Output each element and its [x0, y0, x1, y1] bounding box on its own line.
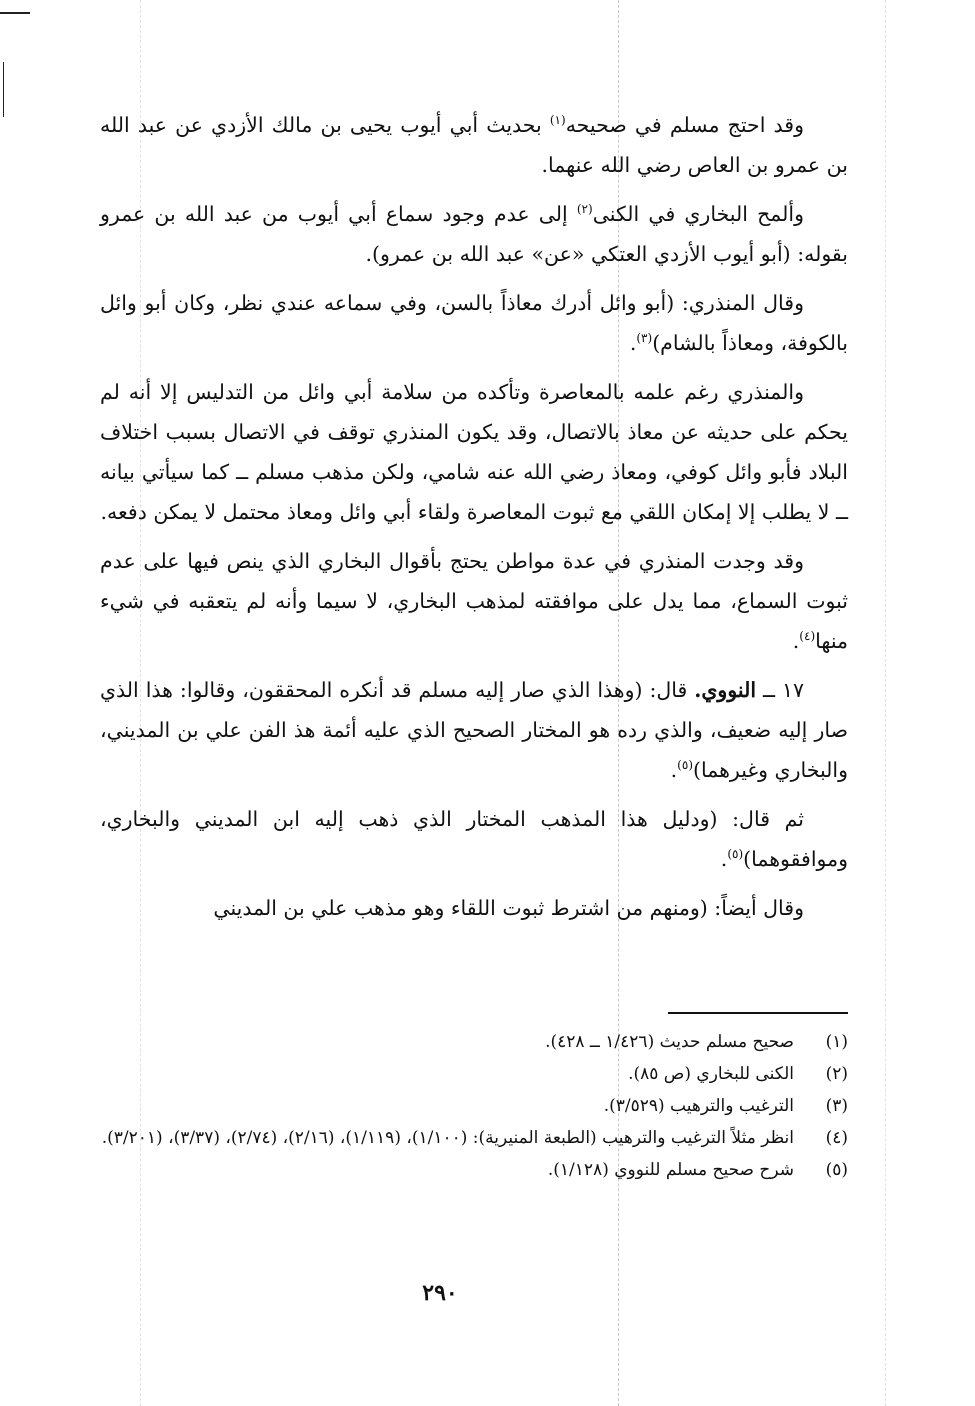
footnote-4 — [100, 1123, 848, 1153]
footnote-ref: (٤) — [799, 629, 816, 644]
footnote-3 — [100, 1091, 848, 1121]
footnote-ref: (٣) — [636, 331, 653, 346]
main-text — [100, 105, 848, 937]
footnote-1 — [100, 1027, 848, 1057]
paragraph-1: وقد احتج مسلم في صحيحه$^{(١)}$ بحديث أبي أيوب يحيى بن مالك الأزدي عن عبد الله بن عمرو بن العاص رضي الله عنهما. — [100, 113, 848, 177]
footnote-2 — [100, 1059, 848, 1089]
footnote-text: شرح صحيح مسلم للنووي (١/١٢٨). — [547, 1160, 794, 1180]
paragraph-2: وألمح البخاري في الكنى$^{(٢)}$ إلى عدم وجود سماع أبي أيوب من عبد الله بن عمرو بقوله: (أبو أيوب الأزدي العتكي «عن» عبد الله بن عمرو). — [100, 202, 848, 266]
footnote-5 — [100, 1155, 848, 1185]
page-crease-right — [885, 0, 886, 1406]
footnote-ref: (١) — [549, 113, 566, 128]
scan-edge-mark — [3, 62, 4, 117]
paragraph-4: والمنذري رغم علمه بالمعاصرة وتأكده من سلامة أبي وائل من التدليس إلا أنه لم يحكم على حديثه عن معاذ بالاتصال، وقد يكون المنذري توقف في الاتصال بسبب اختلاف البلاد فأبو وائل كوفي، ومعاذ رضي الله عنه شامي، ولكن مذهب مسلم ــ كما سيأتي بيانه ــ لا يطلب إلا إمكان اللقي مع ثبوت المعاصرة ولقاء أبي وائل ومعاذ محتمل لا يمكن دفعه. — [100, 380, 848, 524]
footnote-text: الكنى للبخاري (ص ٨٥). — [628, 1064, 794, 1084]
entry-name: النووي. — [694, 678, 757, 702]
footnote-ref: (٥) — [677, 758, 693, 773]
footnote-text: انظر مثلاً الترغيب والترهيب (الطبعة المنيرية): (١/١٠٠)، (١/١١٩)، (٢/١٦)، (٢/٧٤)، (٣/٣٧)، (٣/٢٠١). — [101, 1128, 794, 1148]
footnote-ref: (٥) — [727, 847, 744, 862]
footnote-number: (٥) — [825, 1160, 848, 1180]
footnote-number: (١) — [825, 1032, 848, 1052]
paragraph-7: ثم قال: (ودليل هذا المذهب المختار الذي ذهب إليه ابن المديني والبخاري، وموافقوهما)$^{(٥)}$. — [100, 807, 848, 871]
paragraph-3: وقال المنذري: (أبو وائل أدرك معاذاً بالسن، وفي سماعه عندي نظر، وكان أبو وائل بالكوفة، ومعاذاً بالشام)$^{(٣)}$. — [100, 291, 848, 355]
paragraph-6: ١٧ ــ النووي. قال: (وهذا الذي صار إليه مسلم قد أنكره المحققون، وقالوا: هذا الذي صار إليه ضعيف، والذي رده هو المختار الصحيح الذي عليه أئمة هذ الفن علي بن المديني، والبخاري وغيرهما)$^{(٥)}$. — [100, 678, 848, 782]
paragraph-8: وقال أيضاً: (ومنهم من اشترط ثبوت اللقاء وهو مذهب علي بن المديني — [213, 896, 804, 920]
footnote-text: الترغيب والترهيب (٣/٥٢٩). — [603, 1096, 794, 1116]
footnote-ref: (٢) — [576, 202, 593, 217]
footnotes — [100, 1027, 848, 1187]
footnote-number: (٤) — [825, 1128, 848, 1148]
paragraph-5: وقد وجدت المنذري في عدة مواطن يحتج بأقوال البخاري الذي ينص فيها على عدم ثبوت السماع، مما يدل على موافقته لمذهب البخاري، لا سيما وأنه لم يتعقبه في شيء منها$^{(٤)}$. — [100, 549, 848, 653]
footnote-separator — [668, 1012, 848, 1014]
entry-number: ١٧ ــ — [756, 678, 804, 702]
footnote-number: (٣) — [825, 1096, 848, 1116]
scan-corner-mark — [0, 12, 30, 14]
footnote-number: (٢) — [825, 1064, 848, 1084]
footnote-text: صحيح مسلم حديث (١/٤٢٦ ــ ٤٢٨). — [545, 1032, 794, 1052]
page-number: ٢٩٠ — [422, 1280, 458, 1306]
